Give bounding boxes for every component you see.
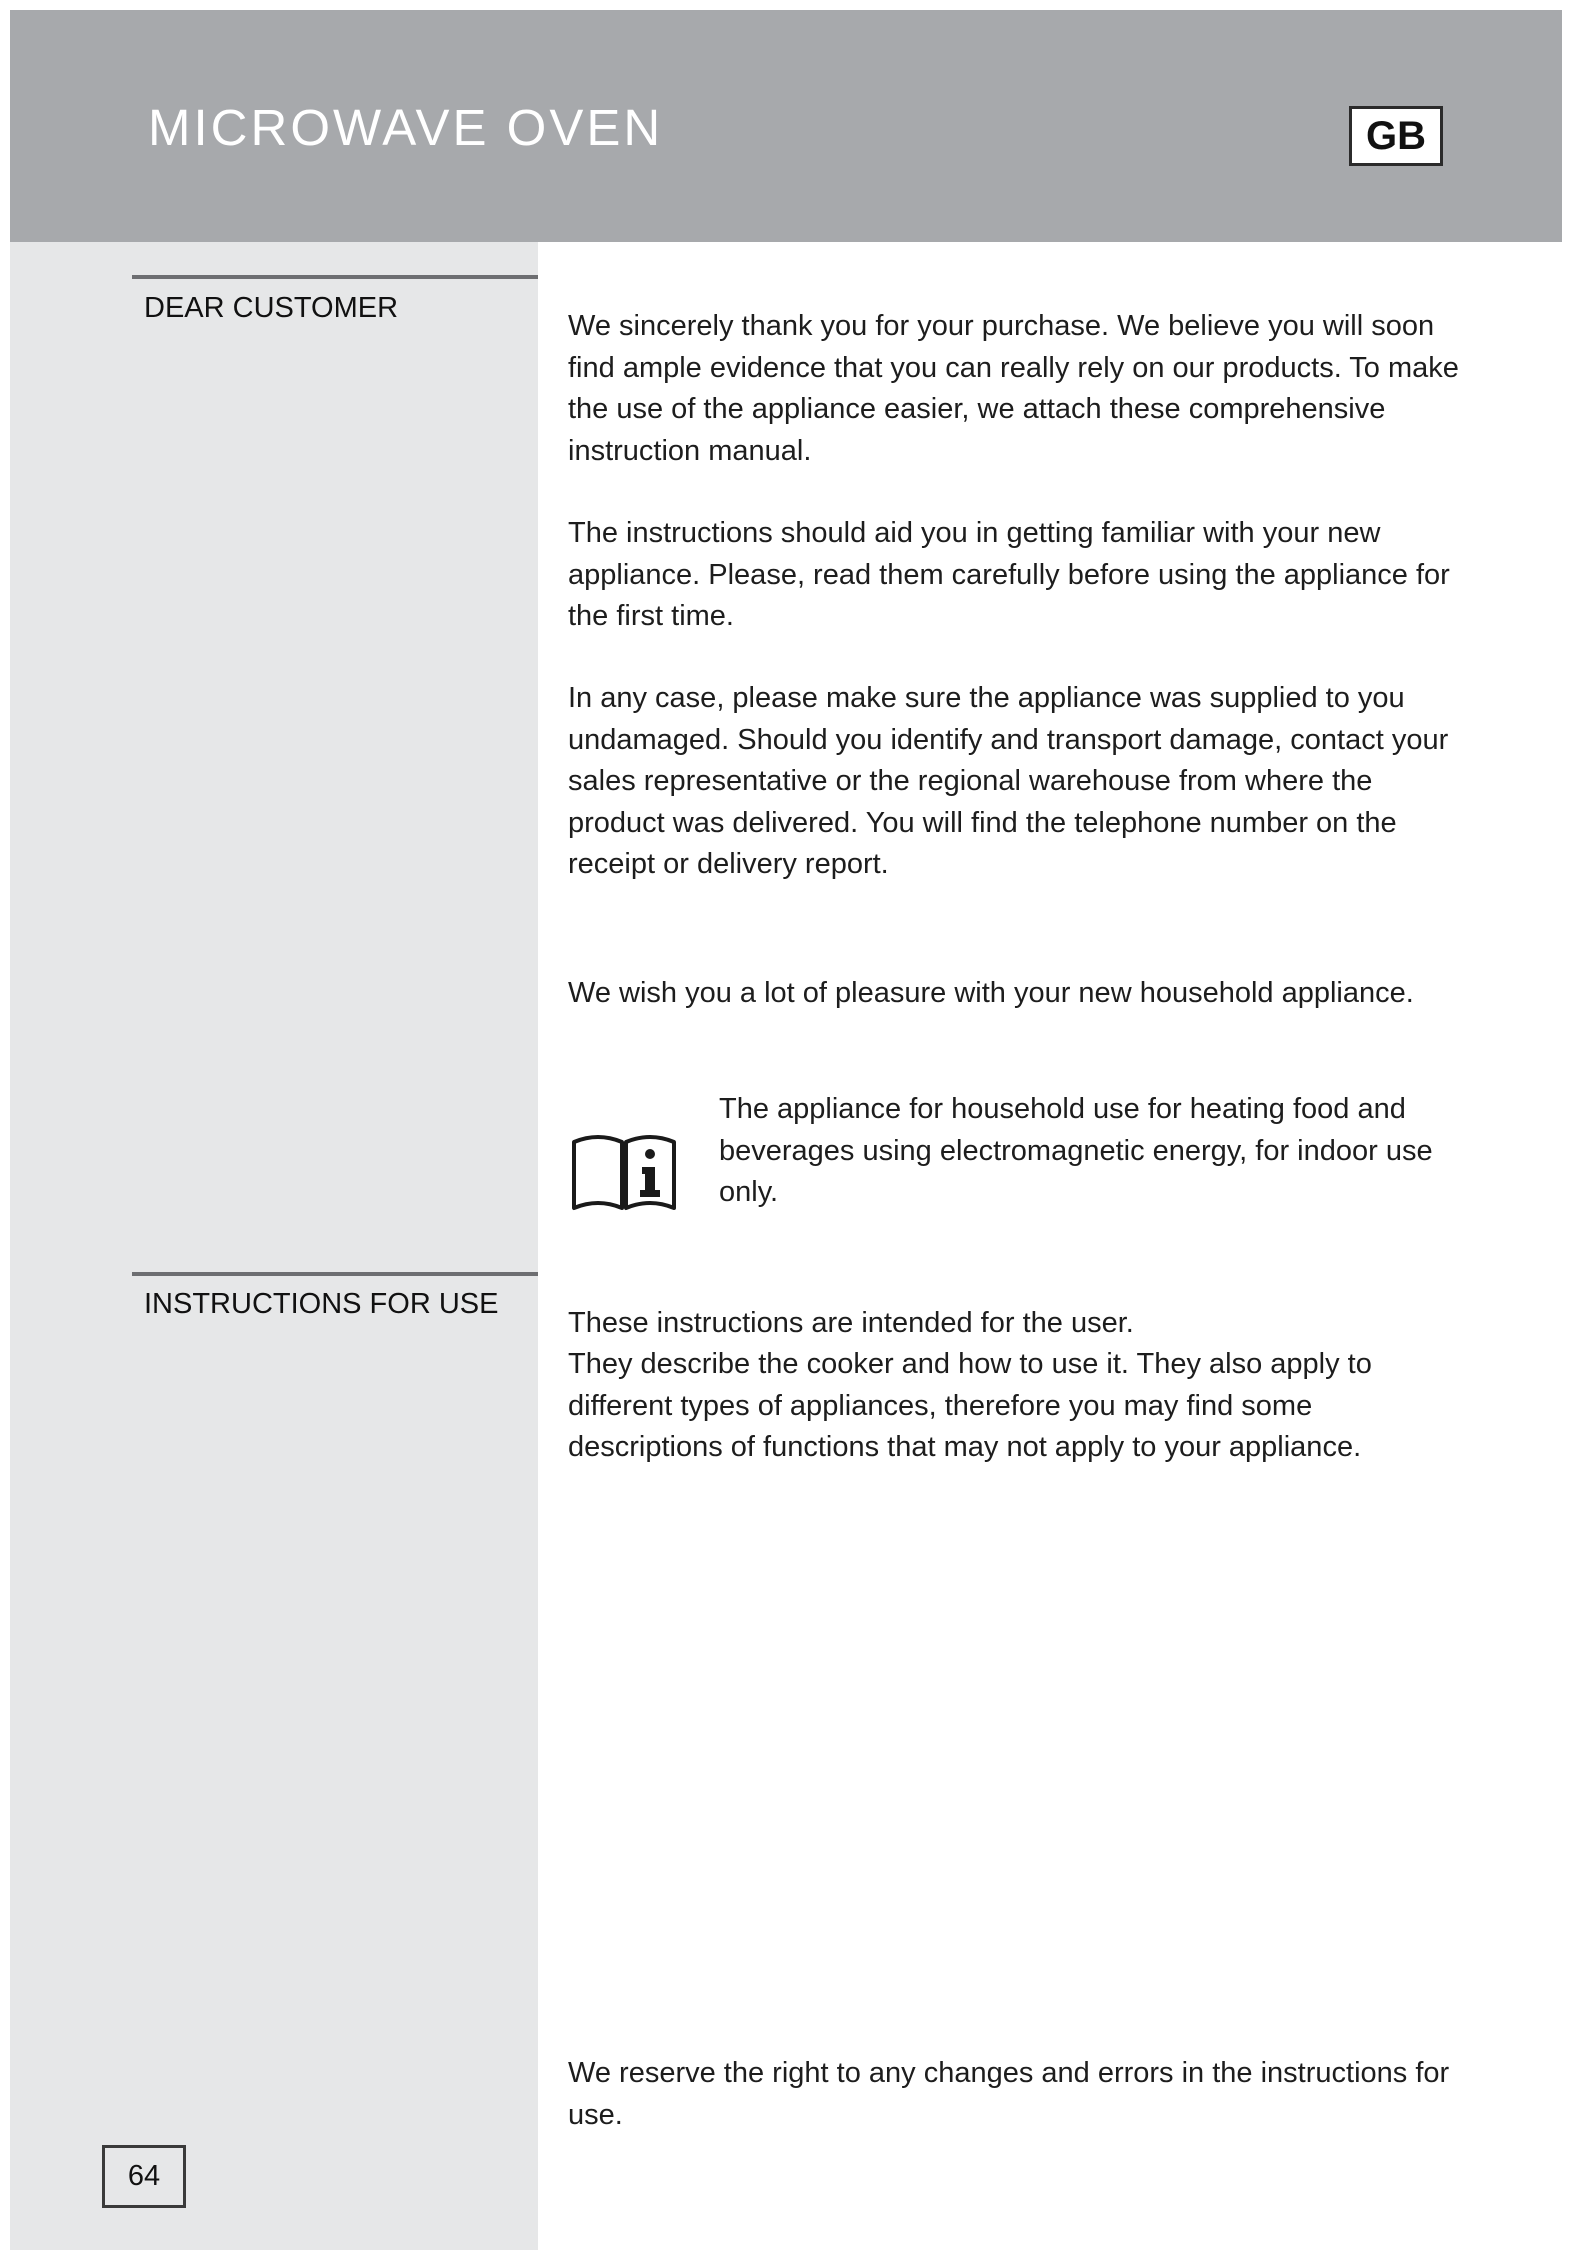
page-number: 64	[102, 2145, 186, 2208]
page-header	[10, 10, 1562, 242]
page-title: MICROWAVE OVEN	[148, 99, 664, 156]
paragraph-thanks: We sincerely thank you for your purchase. We believe you will soon find ample evidence that you can really rely on our products. To make the use of the appliance easier, we attach these comprehensive instruction manual.	[568, 310, 1459, 467]
manual-page	[10, 10, 1562, 2250]
paragraph-wishes: We wish you a lot of pleasure with your new household appliance.	[568, 977, 1414, 1009]
section-divider-dear-customer	[132, 275, 538, 279]
paragraph-damage-check: In any case, please make sure the appliance was supplied to you undamaged. Should you identify and transport damage, contact your sales representative or the regional warehouse from where the product was delivered. You will find the telephone number on the receipt or delivery report.	[568, 682, 1449, 880]
sidebar	[10, 242, 538, 2250]
section-divider-instructions	[132, 1272, 538, 1276]
paragraph-intended-for-user: These instructions are intended for the user.	[568, 1307, 1134, 1339]
paragraph-instructions-aid: The instructions should aid you in getting familiar with your new appliance. Please, read them carefully before using the appliance for the first time.	[568, 517, 1450, 632]
info-manual-icon	[570, 1130, 678, 1218]
paragraph-appliance-types: They describe the cooker and how to use it. They also apply to different types of appliances, therefore you may find some descriptions of functions that may not apply to your appliance.	[568, 1348, 1372, 1463]
language-badge: GB	[1349, 106, 1443, 166]
household-use-note: The appliance for household use for heating food and beverages using electromagnetic energy, for indoor use only.	[719, 1093, 1433, 1208]
section-heading-instructions-for-use: INSTRUCTIONS FOR USE	[144, 1288, 499, 1320]
section-heading-dear-customer: DEAR CUSTOMER	[144, 292, 399, 324]
paragraph-changes-reserved: We reserve the right to any changes and errors in the instructions for use.	[568, 2057, 1450, 2131]
